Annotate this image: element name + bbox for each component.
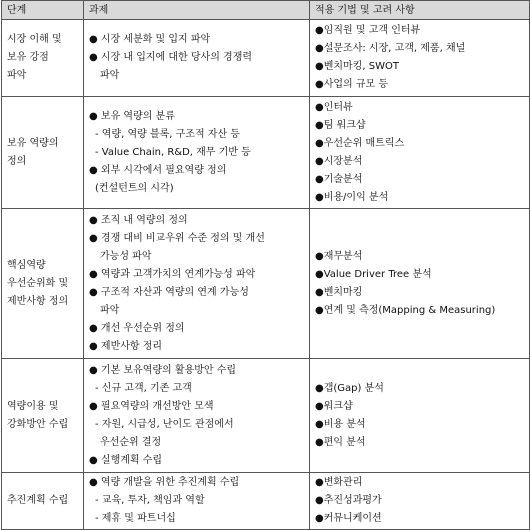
method-line: ●커뮤니케이션 [315,513,382,524]
stage-line: 강화방안 수립 [7,418,69,430]
task-line: ● 역량 개발을 위한 추진계획 수립 [89,477,240,488]
task-line: 가능성 파악 [100,250,152,262]
method-line: ●시장분석 [315,155,363,167]
task-line: ● 구조적 자산과 역량의 연계 가능성 [89,286,249,298]
task-line: ● 외부 시각에서 필요역량 정의 [89,164,227,176]
task-line: ● 시장 내 입지에 대한 당사의 경쟁력 [89,52,253,63]
task-line: ● 필요역량의 개선방안 모색 [89,400,214,412]
method-line: ●벤치마킹 [315,286,363,298]
method-line: ●설문조사: 시장, 고객, 제품, 채널 [315,43,466,54]
method-line: ●재무분석 [315,250,363,262]
task-line: - Value Chain, R&D, 재무 기반 등 [95,146,251,158]
stage-cell [2,209,84,359]
method-cell [310,20,530,97]
table-row [2,359,530,473]
method-line: ●인터뷰 [315,101,353,113]
task-line: ● 역량과 고객가치의 연계가능성 파악 [89,268,256,280]
task-line: ● 제반사항 정리 [89,340,163,352]
table-row [2,97,530,209]
task-line: - 자원, 시급성, 난이도 관점에서 [95,418,234,430]
method-line: ●벤치마킹, SWOT [315,61,399,72]
task-cell [84,209,310,359]
method-line: ●연계 및 측정(Mapping & Measuring) [315,304,496,316]
method-cell [310,359,530,473]
task-line: ● 개선 우선순위 정의 [89,322,185,334]
stage-line: 추진계획 수립 [7,495,69,506]
method-line: ●워크샵 [315,400,353,412]
task-line: ● 시장 세분화 및 입지 파악 [89,34,211,45]
task-cell [84,20,310,97]
task-line: - 교육, 투자, 책임과 역할 [95,495,205,506]
task-line: ● 조직 내 역량의 정의 [89,214,188,226]
stage-line: 시장 이해 및 [7,34,62,45]
stage-cell [2,473,84,530]
stage-line: 역량이용 및 [7,400,59,412]
method-line: ●팀 워크샵 [315,119,366,131]
stage-line: 보유 역량의 [7,137,59,149]
task-line: ● 보유 역량의 분류 [89,110,175,122]
task-line: ● 경쟁 대비 비교우위 수준 정의 및 개선 [89,232,265,244]
stage-line: 제반사항 정의 [7,295,69,307]
stage-cell [2,97,84,209]
stage-cell [2,359,84,473]
task-line: 파악 [100,304,120,316]
header-method: 적용 기법 및 고려 사항 [310,1,530,20]
stage-line: 보유 강점 [7,52,49,63]
header-task: 과제 [84,1,310,20]
task-line: 우선순위 결정 [100,436,162,448]
method-cell [310,473,530,530]
method-line: ●우선순위 매트릭스 [315,137,405,149]
stage-line: 핵심역량 [7,259,46,271]
method-line: ●갭(Gap) 분석 [315,382,384,394]
task-cell [84,97,310,209]
task-line: ● 실행계획 수립 [89,454,163,466]
task-cell [84,473,310,530]
stage-line: 우선순위화 및 [7,277,69,289]
stage-line: 정의 [7,155,27,167]
task-line: - 역량, 역량 블록, 구조적 자산 등 [95,128,240,140]
table-row [2,20,530,97]
method-line: ●비용/이익 분석 [315,191,389,203]
stage-line: 파악 [7,70,27,81]
table-row [2,209,530,359]
method-line: ●추진성과평가 [315,495,382,506]
method-line: ●기술분석 [315,173,363,185]
method-line: ●변화관리 [315,477,363,488]
header-row [2,1,530,20]
task-line: (컨설턴트의 시각) [95,182,174,194]
method-line: ●사업의 규모 등 [315,79,389,90]
task-line: - 신규 고객, 기존 고객 [95,382,192,394]
task-line: ● 기본 보유역량의 활용방안 수립 [89,364,237,376]
process-table [1,0,530,530]
method-cell [310,97,530,209]
task-cell [84,359,310,473]
table-row [2,473,530,530]
method-line: ●임직원 및 고객 인터뷰 [315,25,421,36]
header-stage: 단계 [2,1,84,20]
stage-cell [2,20,84,97]
method-line: ●비용 분석 [315,418,366,430]
task-line: 파악 [100,70,120,81]
task-line: - 제휴 및 파트너십 [95,513,176,524]
method-cell [310,209,530,359]
method-line: ●Value Driver Tree 분석 [315,268,432,280]
method-line: ●편익 분석 [315,436,366,448]
